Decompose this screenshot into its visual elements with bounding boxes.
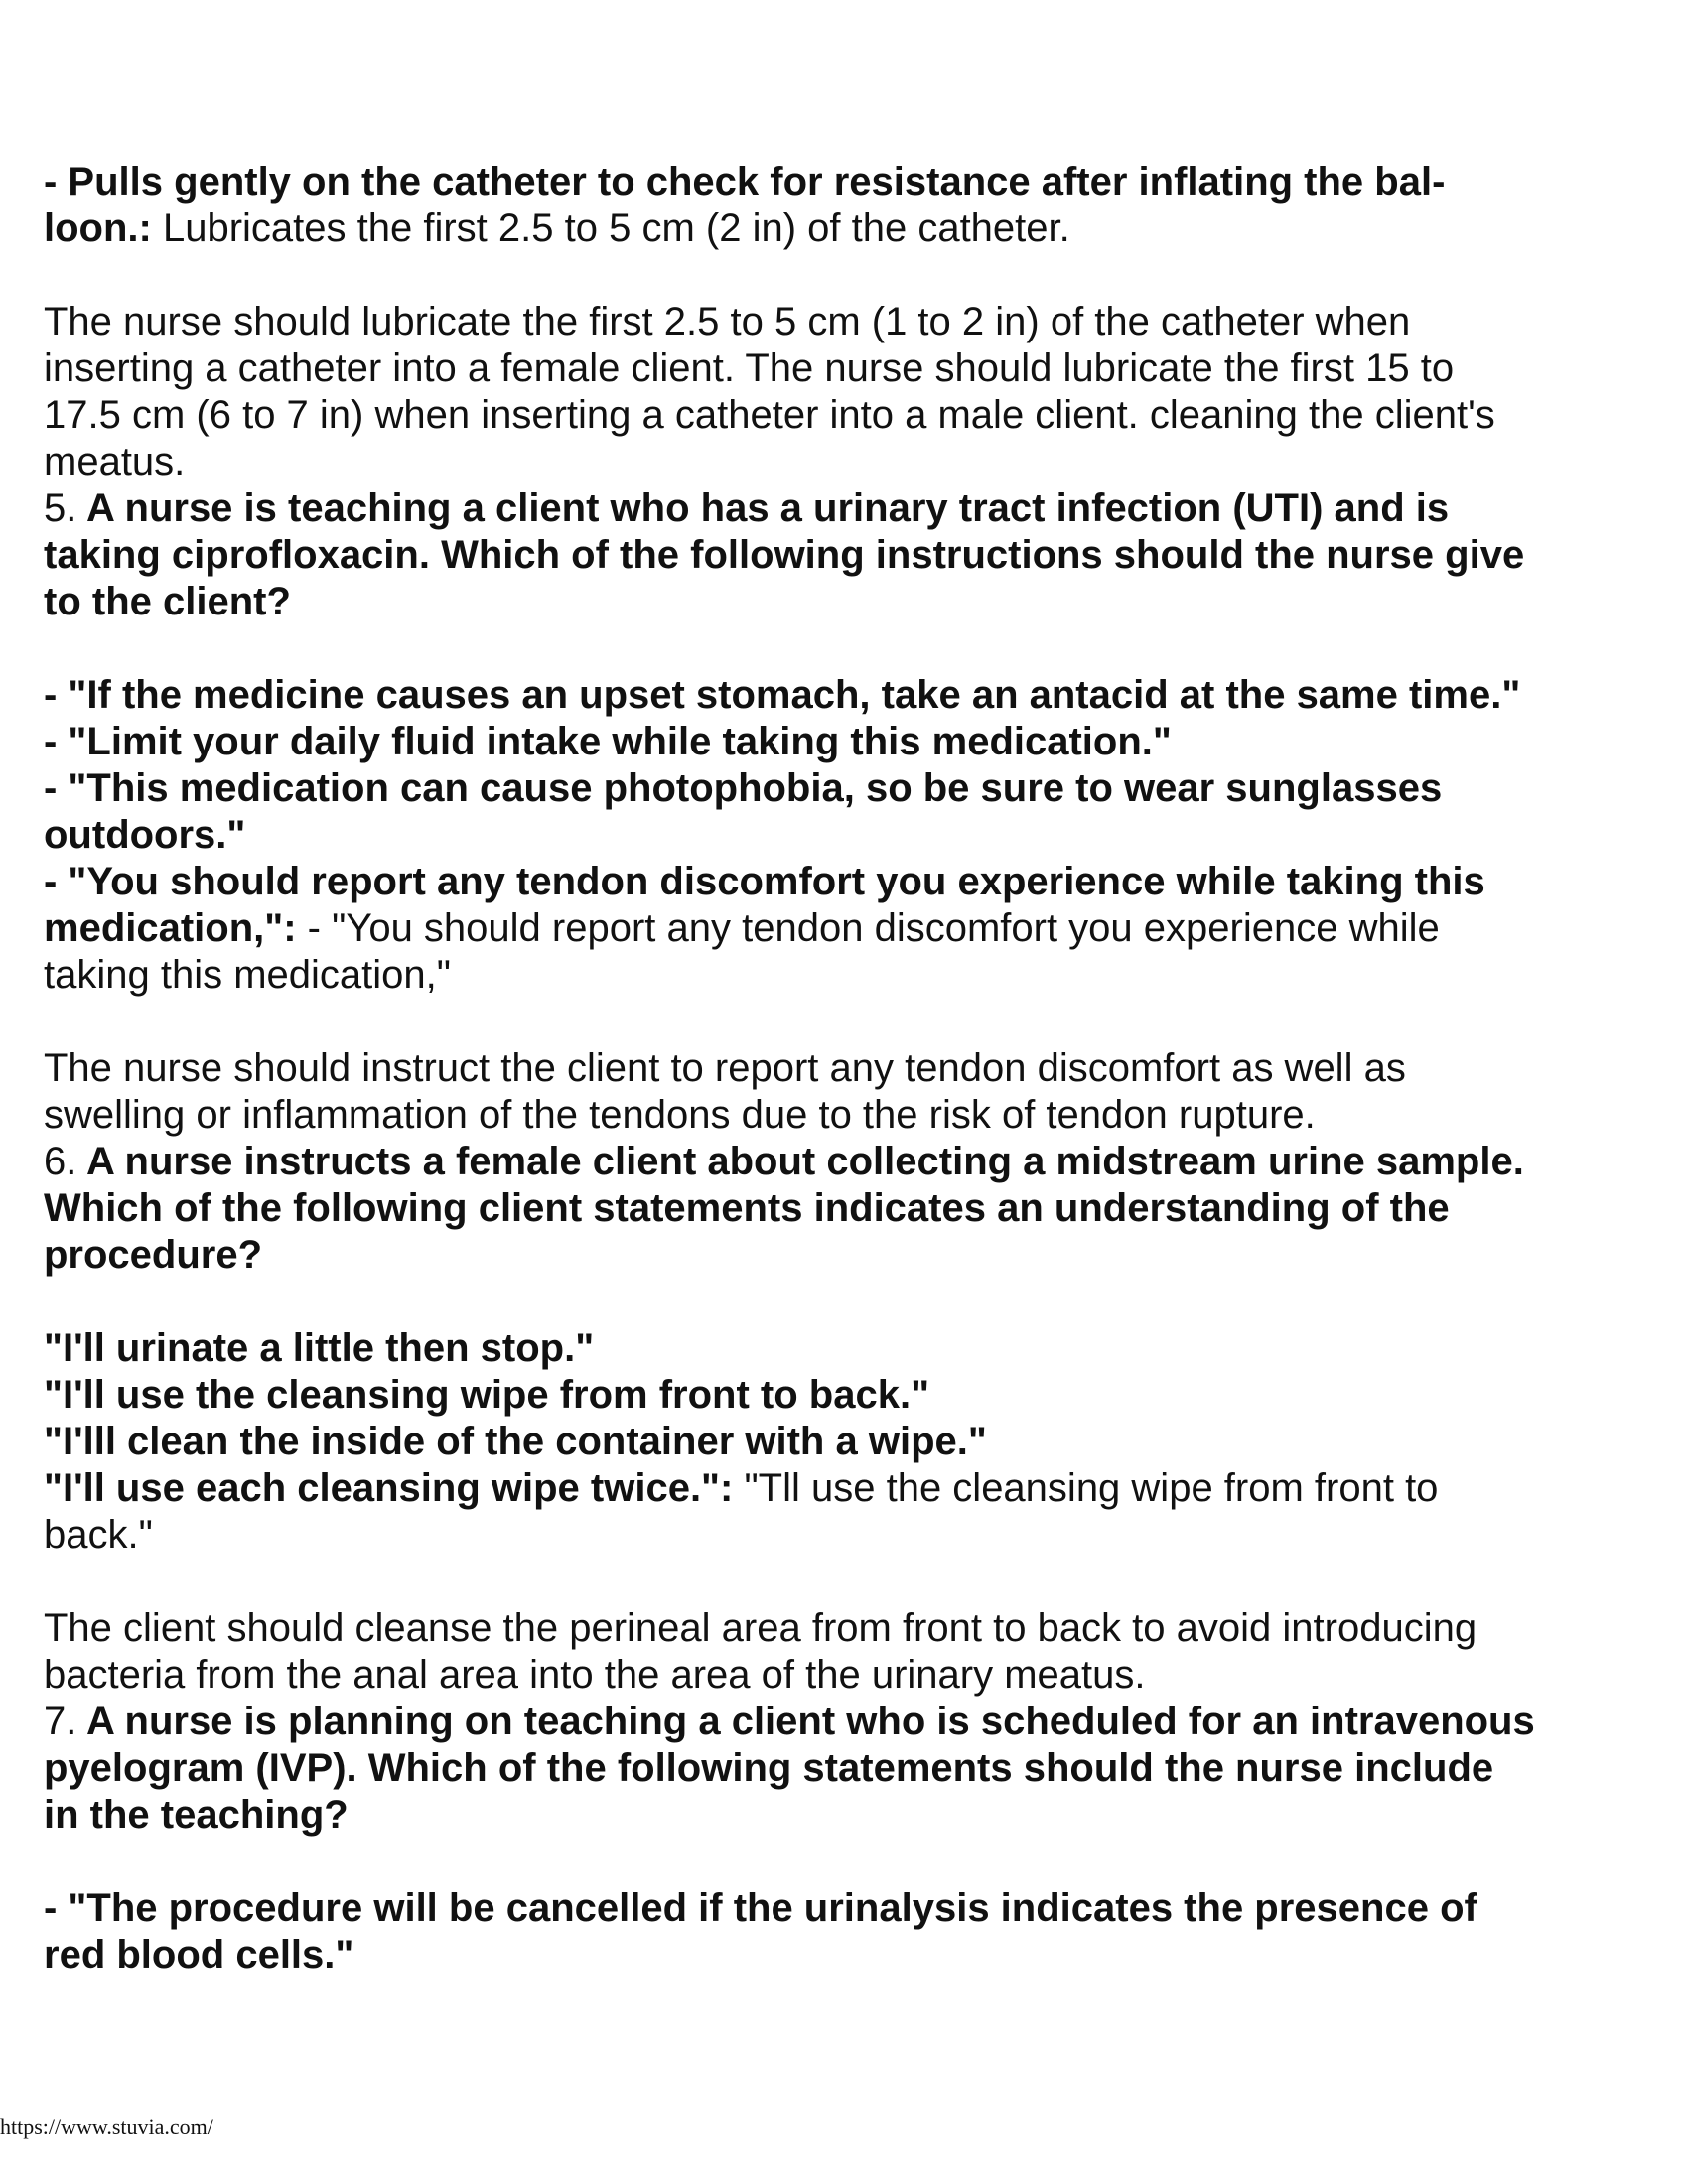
question-5: [44, 485, 1652, 532]
question-number: 7.: [44, 1700, 77, 1743]
document-page: [44, 159, 1652, 1979]
footer: [0, 2115, 213, 2140]
rationale-line: The nurse should instruct the client to report any tendon discomfort as well as: [44, 1046, 1406, 1090]
question-text: Which of the following client statements indicates an understanding of the: [44, 1186, 1450, 1230]
option-item: red blood cells.": [44, 1933, 354, 1977]
answer-bold: - Pulls gently on the catheter to check for resistance after inflating the bal-: [44, 160, 1446, 204]
option-item: outdoors.": [44, 813, 246, 857]
rationale-line: meatus.: [44, 440, 186, 483]
question-number: 5.: [44, 486, 77, 530]
spacer: [44, 1279, 1652, 1325]
answer-text: - "You should report any tendon discomfort you experience while: [296, 906, 1440, 950]
question-6: [44, 1139, 1652, 1185]
option-item: - "The procedure will be cancelled if the urinalysis indicates the presence of: [44, 1886, 1477, 1930]
answer-line: [44, 159, 1652, 205]
answer-text: Lubricates the first 2.5 to 5 cm (2 in) of the catheter.: [151, 206, 1070, 250]
answer-line: back.": [44, 1513, 153, 1557]
answer-line: [44, 1465, 1652, 1512]
question-7: [44, 1699, 1652, 1745]
footer-url-link[interactable]: https://www.stuvia.com/: [0, 2115, 213, 2139]
question-number: 6.: [44, 1140, 77, 1183]
spacer: [44, 1559, 1652, 1605]
answer-line: taking this medication,": [44, 953, 451, 997]
option-item: - "You should report any tendon discomfort you experience while taking this: [44, 860, 1485, 903]
question-text: pyelogram (IVP). Which of the following statements should the nurse include: [44, 1746, 1494, 1790]
rationale-line: 17.5 cm (6 to 7 in) when inserting a catheter into a male client. cleaning the client's: [44, 393, 1495, 437]
spacer: [44, 252, 1652, 299]
question-text: procedure?: [44, 1233, 263, 1277]
answer-line: [44, 205, 1652, 252]
answer-text: "Tll use the cleansing wipe from front to: [733, 1466, 1439, 1510]
option-item: "I'll urinate a little then stop.": [44, 1326, 595, 1370]
question-text: to the client?: [44, 580, 291, 623]
answer-bold: loon.:: [44, 206, 152, 250]
option-item: - "If the medicine causes an upset stomach, take an antacid at the same time.": [44, 673, 1521, 717]
answer-bold: "I'll use each cleansing wipe twice.":: [44, 1466, 734, 1510]
option-item: "I'll use the cleansing wipe from front to back.": [44, 1373, 930, 1417]
rationale-line: The nurse should lubricate the first 2.5 to 5 cm (1 to 2 in) of the catheter when: [44, 300, 1411, 343]
question-text: A nurse is teaching a client who has a urinary tract infection (UTI) and is: [76, 486, 1450, 530]
answer-bold: medication,":: [44, 906, 297, 950]
spacer: [44, 1839, 1652, 1885]
question-text: in the teaching?: [44, 1793, 349, 1837]
question-text: A nurse is planning on teaching a client who is scheduled for an intravenous: [76, 1700, 1535, 1743]
rationale-line: bacteria from the anal area into the area of the urinary meatus.: [44, 1653, 1146, 1697]
spacer: [44, 625, 1652, 672]
option-item: - "This medication can cause photophobia, so be sure to wear sunglasses: [44, 766, 1443, 810]
rationale-line: inserting a catheter into a female client. The nurse should lubricate the first 15 to: [44, 346, 1455, 390]
question-text: taking ciprofloxacin. Which of the following instructions should the nurse give: [44, 533, 1525, 577]
answer-line: [44, 905, 1652, 952]
option-item: - "Limit your daily fluid intake while taking this medication.": [44, 720, 1172, 763]
spacer: [44, 999, 1652, 1045]
rationale-line: The client should cleanse the perineal area from front to back to avoid introducing: [44, 1606, 1477, 1650]
rationale-line: swelling or inflammation of the tendons due to the risk of tendon rupture.: [44, 1093, 1316, 1137]
question-text: A nurse instructs a female client about collecting a midstream urine sample.: [76, 1140, 1524, 1183]
option-item: "I'lll clean the inside of the container with a wipe.": [44, 1420, 987, 1463]
